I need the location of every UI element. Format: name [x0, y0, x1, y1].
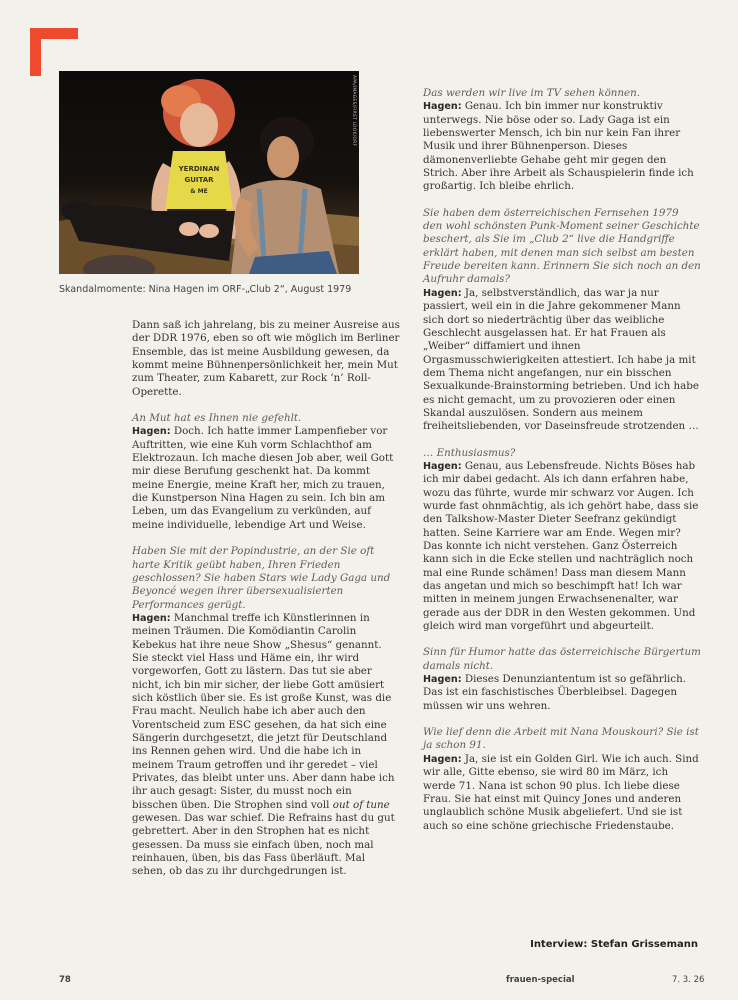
answer-text: Ja, selbstverständlich, das war ja nur passiert, weil ein in die Jahre gekommener Mann sich dort so niederträchtig über das weibliche Geschlecht ausgelassen hat. Er hat Frauen als „Weiber“ diffamiert und ihnen Orgasmusschwierigkeiten attestiert. Ich habe ja mit dem Thema nicht angefangen, nur ein bisschen Sexualkunde-Brainstorming betrieben. Und ich habe es nicht gemacht, um zu provozieren oder einen Skandal auszulösen. Sondern aus meinem freiheitsliebenden, vor Daseinsfreude strotzenden …	[423, 286, 699, 433]
svg-text:GUITAR: GUITAR	[184, 176, 214, 184]
page-number: 78	[59, 975, 71, 985]
answer-text: Doch. Ich hatte immer Lampenfieber vor Auftritten, wie eine Kuh vorm Schlachthof am Elektrozaun. Ich mache diesen Job aber, weil Gott mir diese Berufung geschenkt hat. Da kommt meine Energie, meine Kraft her, mich zu trauen, die Kunstperson Nina Hagen zu sein. Ich bin am Leben, um das Evangelium zu verkünden, auf meine individuelle, lebendige Art und Weise.	[132, 425, 394, 531]
article-column-left	[132, 319, 400, 892]
answer-text: Dieses Denunziantentum ist so gefährlich. Das ist ein faschistisches Überbleibsel. Dagegen müssen wir uns wehren.	[423, 673, 686, 712]
photo-credit: APA/IMAGES/FIRST LOOK/ORF	[351, 75, 356, 147]
answer	[423, 460, 701, 633]
answer-text: Genau. Ich bin immer nur konstruktiv unterwegs. Nie böse oder so. Lady Gaga ist ein liebenswerter Mensch, ich bin nur kein Fan ihrer Musik und ihrer Bühnenperson. Dieses dämonenverliebte Gehabe geht mir gegen den Strich. Aber ihre Arbeit als Schauspielerin finde ich großartig. Ich bleibe ehrlich.	[423, 100, 694, 193]
intro-paragraph: Dann saß ich jahrelang, bis zu meiner Ausreise aus der DDR 1976, eben so oft wie möglich im Berliner Ensemble, das ist meine Ausbildung gewesen, da kommt meine Bühnenpersönlichkeit her, mein Mut zum Theater, zum Kabarett, zur Rock ’n’ Roll-Operette.	[132, 319, 400, 398]
answer-text: gewesen. Das war schief. Die Refrains hast du gut gebrettert. Aber in den Strophen hat es nicht gesessen. Da muss sie einfach üben, noch mal reinhauen, üben, bis das Fass überläuft. Mal sehen, ob das zu ihr durchgedrungen ist.	[132, 812, 395, 878]
svg-text:YERDINAN: YERDINAN	[178, 165, 220, 173]
answer	[132, 425, 400, 532]
corner-bracket-mark	[30, 28, 78, 76]
issue-date: 7. 3. 26	[672, 975, 705, 985]
speaker-label: Hagen:	[423, 287, 462, 299]
magazine-name: frauen-special	[506, 975, 575, 985]
question: Wie lief denn die Arbeit mit Nana Mouskouri? Sie ist ja schon 91.	[423, 726, 699, 752]
answer	[132, 612, 400, 879]
question: Haben Sie mit der Popindustrie, an der Sie oft harte Kritik geübt haben, Ihren Frieden geschlossen? Sie haben Stars wie Lady Gaga und Beyoncé wegen ihrer übersexualisierten Performances gerügt.	[132, 545, 391, 611]
speaker-label: Hagen:	[423, 101, 462, 113]
answer-text: Ja, sie ist ein Golden Girl. Wie ich auch. Sind wir alle, Gitte ebenso, sie wird 80 im März, ich werde 71. Nana ist schon 90 plus. Ich liebe diese Frau. Sie hat einst mit Quincy Jones und anderen unglaublich schöne Musik abgeliefert. Und sie ist auch so eine schöne griechische Friedenstaube.	[423, 752, 699, 832]
answer-text: Manchmal treffe ich Künstlerinnen in meinen Träumen. Die Komödiantin Carolin Kebekus hat ihre neue Show „Shesus“ genannt. Sie steckt viel Hass und Häme ein, ihr wird vorgeworfen, Gott zu lästern. Das tut sie aber nicht, ich bin mir sicher, der liebe Gott amüsiert sich köstlich über sie. Es ist große Kunst, was die Frau macht. Neulich habe ich aber auch den Vorentscheid zum ESC gesehen, da hat sich eine Sängerin durchgesetzt, die jetzt für Deutschland ins Rennen gehen wird. Und die habe ich in meinem Traum getroffen und ihr geredet – viel Privates, das bleibt unter uns. Aber dann habe ich ihr auch gesagt: Sister, du musst noch ein bisschen üben. Die Strophen sind voll	[132, 611, 395, 811]
speaker-label: Hagen:	[423, 460, 462, 472]
speaker-label: Hagen:	[423, 753, 462, 765]
svg-text:& ME: & ME	[190, 188, 208, 195]
answer	[423, 673, 701, 713]
speaker-label: Hagen:	[132, 612, 171, 624]
photo-club2-scene	[59, 71, 359, 274]
answer	[423, 287, 701, 434]
question: Sinn für Humor hatte das österreichische Bürgertum damals nicht.	[423, 646, 701, 672]
question: Sie haben dem österreichischen Fernsehen 1979 den wohl schönsten Punk-Moment seiner Geschichte beschert, als Sie im „Club 2“ live die Handgriffe erklärt haben, mit denen man sich selbst am besten Freude bereiten kann. Erinnern Sie sich noch an den Aufruhr damals?	[423, 206, 701, 286]
speaker-label: Hagen:	[132, 426, 171, 438]
article-column-right	[423, 87, 701, 833]
answer-italic-phrase: out of tune	[332, 798, 390, 811]
answer-text: Genau, aus Lebensfreude. Nichts Böses hab ich mir dabei gedacht. Als ich dann erfahren habe, wozu das führte, wurde mir schwarz vor Augen. Ich wurde fast ohnmächtig, als ich gehört habe, dass sie den Talkshow-Master Dieter Seefranz gekündigt hatten. Seine Karriere war am Ende. Wegen mir? Das konnte ich nicht verstehen. Ganz Österreich kann sich in die Ecke stellen und nachträglich noch mal eine Runde schämen! Dass man diesem Mann das angetan und mich so beschimpft hat! Ich war mitten in meinem jungen Erwachsenenalter, war gerade aus der DDR in den Westen gekommen. Und gleich wird man vorgeführt und abgeurteilt.	[423, 459, 699, 633]
answer	[423, 753, 701, 833]
question: … Enthusiasmus?	[423, 446, 516, 459]
speaker-label: Hagen:	[423, 674, 462, 686]
interviewer-credit: Interview: Stefan Grissemann	[530, 939, 698, 950]
photo-caption: Skandalmomente: Nina Hagen im ORF-„Club 2“, August 1979	[59, 284, 352, 295]
question: Das werden wir live im TV sehen können.	[423, 87, 641, 99]
question: An Mut hat es Ihnen nie gefehlt.	[132, 412, 302, 425]
answer	[423, 100, 701, 193]
